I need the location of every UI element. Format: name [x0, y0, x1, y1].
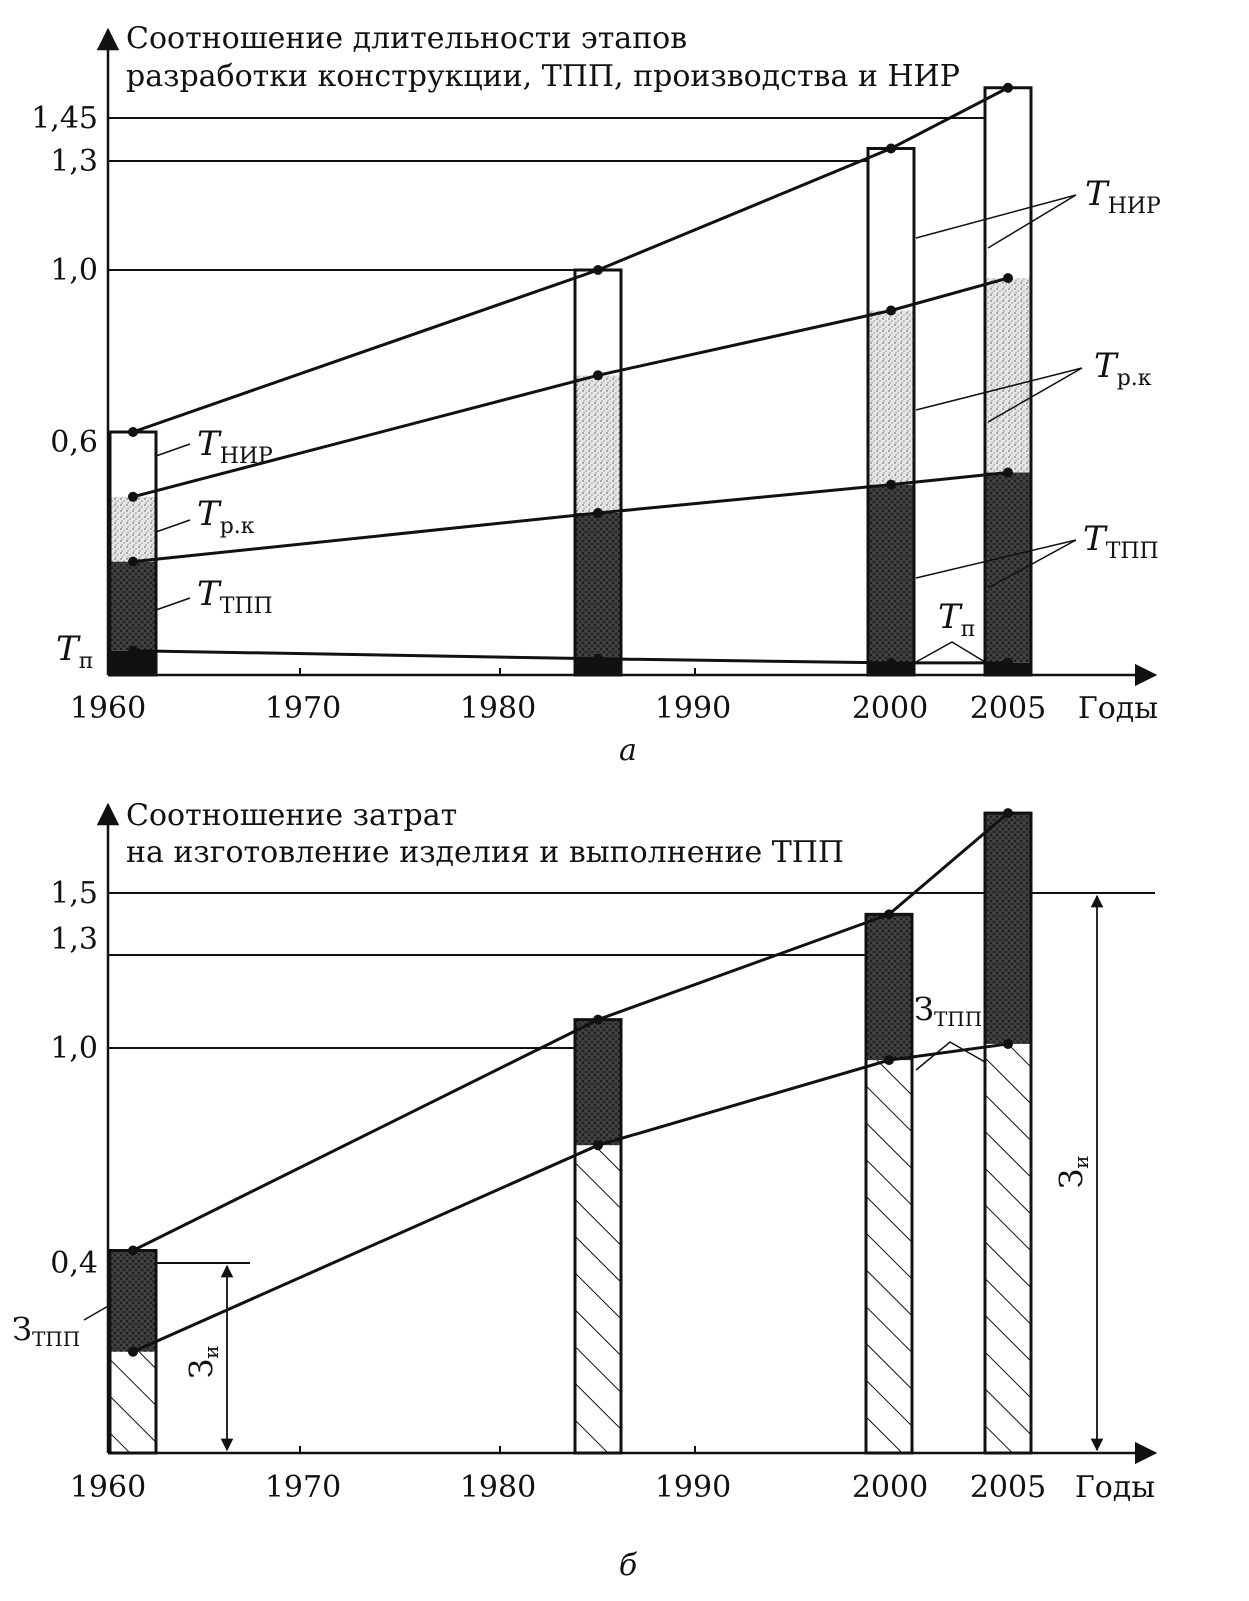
chart-b-dimension-zi-left [182, 1266, 227, 1450]
chart-a-tp-right-sub: п [960, 617, 976, 642]
chart-b-label-ztpp-left [12, 1305, 110, 1351]
svg-text:ЗТПП [914, 990, 982, 1031]
chart-a-bar-2000-seg-2 [868, 311, 914, 485]
chart-a-bar-2000-seg-1 [868, 485, 914, 663]
chart-b-ytick-1-0: 1,0 [50, 1031, 98, 1066]
chart-b-title-line-2: на изготовление изделия и выполнение ТПП [126, 835, 845, 870]
chart-a-point-0-1985 [593, 654, 603, 664]
chart-b-xtick-1980: 1980 [459, 1470, 537, 1505]
chart-a-bar-1985-seg-1 [575, 513, 621, 659]
chart-a-ytick-1-45: 1,45 [31, 101, 98, 136]
chart-a-label-tp-left [56, 629, 93, 674]
svg-text:TНИР [1085, 174, 1161, 219]
chart-a-label-ttpp-right [916, 519, 1159, 588]
chart-b-xlabel: Годы [1074, 1470, 1156, 1505]
chart-a-point-1-2000 [886, 480, 896, 490]
chart-b-zi-right-sub: и [1069, 1155, 1093, 1169]
chart-b-bar-1960-seg-0 [110, 1352, 156, 1453]
chart-b-leader-ztpp-left [84, 1305, 110, 1320]
chart-b-ytick-1-3: 1,3 [50, 922, 98, 957]
chart-b-bar-2000-seg-1 [866, 914, 912, 1060]
chart-a-point-0-2005 [1003, 658, 1013, 668]
chart-b-xtick-1970: 1970 [264, 1470, 342, 1505]
chart-a-label-trk-left [156, 494, 255, 539]
chart-a-tnir-right-sub: НИР [1107, 194, 1161, 219]
chart-a-bar-1985-seg-2 [575, 375, 621, 513]
chart-b-bar-1985-seg-1 [575, 1020, 621, 1146]
chart-b-point-1-1985 [593, 1015, 603, 1025]
chart-b-bars [110, 813, 1031, 1453]
chart-b-bar-2005-seg-1 [985, 813, 1031, 1044]
chart-a-xtick-1990: 1990 [654, 691, 732, 726]
chart-a-tnir-left-sub: НИР [219, 444, 273, 469]
chart-a-bar-1960-seg-3 [110, 432, 156, 497]
svg-text:ЗТПП [12, 1310, 80, 1351]
chart-a-leader-tnir-left [156, 444, 190, 456]
chart-a-tnir-right-main: T [1085, 174, 1108, 214]
chart-a-title-line-2: разработки конструкции, ТПП, производства и НИР [126, 59, 960, 94]
chart-a-xtick-1980: 1980 [459, 691, 537, 726]
chart-a-xlabel: Годы [1077, 691, 1159, 726]
svg-text:Зи [1052, 1155, 1093, 1188]
chart-b-ztpp-right-main: З [914, 990, 934, 1028]
chart-a-subtitle: а [619, 733, 637, 768]
svg-text:Зи [182, 1345, 223, 1378]
chart-a-tp-left-sub: п [78, 649, 94, 674]
chart-a-point-3-2005 [1003, 83, 1013, 93]
chart-b-point-1-2000 [884, 909, 894, 919]
chart-b-xtick-2000: 2000 [851, 1470, 929, 1505]
chart-b-title-line-1: Соотношение затрат [126, 798, 458, 833]
chart-a-bar-1960-seg-1 [110, 562, 156, 651]
chart-a-ytick-1-0: 1,0 [50, 253, 98, 288]
chart-a-ytick-1-3: 1,3 [50, 144, 98, 179]
chart-a-xtick-2000: 2000 [851, 691, 929, 726]
chart-a-label-trk-right [916, 346, 1152, 422]
chart-b-zi-left-sub: и [199, 1345, 223, 1359]
chart-a-point-1-1985 [593, 508, 603, 518]
svg-text:TТПП [197, 574, 273, 619]
chart-a-ttpp-right-main: T [1083, 519, 1106, 559]
chart-a-ttpp-left-sub: ТПП [219, 594, 273, 619]
chart-a-tp-left-main: T [56, 629, 79, 669]
chart-b-zi-right-main: З [1052, 1168, 1090, 1189]
chart-b [12, 798, 1155, 1583]
chart-b-point-0-1960 [128, 1347, 138, 1357]
svg-text:Tр.к [1094, 346, 1152, 391]
chart-b-ztpp-left-main: З [12, 1310, 32, 1348]
chart-a-point-3-2000 [886, 144, 896, 154]
chart-a-title-line-1: Соотношение длительности этапов [126, 21, 688, 56]
svg-text:Tп [938, 597, 975, 642]
chart-a-bar-1985-seg-3 [575, 270, 621, 375]
chart-a [31, 21, 1161, 768]
chart-b-xtick-1990: 1990 [654, 1470, 732, 1505]
chart-a-bar-2000-seg-3 [868, 149, 914, 311]
chart-a-leader-tp-right [916, 642, 985, 662]
chart-a-tp-right-main: T [938, 597, 961, 637]
chart-a-xtick-2005: 2005 [969, 691, 1047, 726]
chart-a-trk-right-sub: р.к [1116, 366, 1152, 391]
chart-a-label-tnir-right [916, 174, 1161, 248]
chart-b-dimension-zi-right [1052, 896, 1097, 1450]
chart-a-point-1-1960 [128, 557, 138, 567]
chart-a-leader-ttpp-left [156, 598, 190, 610]
chart-b-point-1-2005 [1003, 808, 1013, 818]
chart-b-point-0-2000 [884, 1055, 894, 1065]
chart-b-point-0-1985 [593, 1140, 603, 1150]
chart-a-xtick-1970: 1970 [264, 691, 342, 726]
chart-b-subtitle: б [618, 1548, 638, 1583]
chart-a-point-1-2005 [1003, 468, 1013, 478]
chart-b-ztpp-left-sub: ТПП [31, 1327, 81, 1351]
chart-a-label-tnir-left [156, 424, 273, 469]
chart-a-point-2-2000 [886, 306, 896, 316]
chart-a-ttpp-left-main: T [197, 574, 220, 614]
chart-a-bar-1960-seg-2 [110, 497, 156, 562]
chart-b-point-0-2005 [1003, 1039, 1013, 1049]
chart-b-ytick-0-4: 0,4 [50, 1246, 98, 1281]
chart-b-ytick-1-5: 1,5 [50, 876, 98, 911]
svg-text:TТПП [1083, 519, 1159, 564]
chart-a-xtick-1960: 1960 [69, 691, 147, 726]
chart-a-leader-trk-left [156, 520, 190, 532]
chart-b-bar-2000-seg-0 [866, 1060, 912, 1453]
chart-b-bar-1960-seg-1 [110, 1251, 156, 1352]
chart-a-ytick-0-6: 0,6 [50, 425, 98, 460]
chart-a-label-tp-right [916, 597, 985, 662]
chart-a-point-0-1960 [128, 646, 138, 656]
chart-b-label-ztpp-right [914, 990, 985, 1070]
chart-a-tnir-left-main: T [197, 424, 220, 464]
chart-a-point-2-2005 [1003, 273, 1013, 283]
chart-a-point-2-1985 [593, 370, 603, 380]
chart-b-ztpp-right-sub: ТПП [933, 1007, 983, 1031]
chart-a-trk-right-main: T [1094, 346, 1117, 386]
chart-a-trk-left-main: T [197, 494, 220, 534]
chart-a-point-0-2000 [886, 658, 896, 668]
svg-text:Tр.к [197, 494, 255, 539]
chart-a-bar-2005-seg-2 [985, 278, 1031, 472]
chart-b-point-1-1960 [128, 1246, 138, 1256]
chart-a-label-ttpp-left [156, 574, 273, 619]
chart-a-point-3-1960 [128, 427, 138, 437]
chart-a-trk-left-sub: р.к [219, 514, 255, 539]
chart-b-bar-1985-seg-0 [575, 1145, 621, 1453]
chart-b-bar-2005-seg-0 [985, 1044, 1031, 1453]
chart-a-bar-2005-seg-3 [985, 88, 1031, 278]
chart-b-xtick-1960: 1960 [69, 1470, 147, 1505]
svg-text:TНИР [197, 424, 273, 469]
chart-a-point-3-1985 [593, 265, 603, 275]
chart-b-xtick-2005: 2005 [969, 1470, 1047, 1505]
chart-a-ttpp-right-sub: ТПП [1105, 539, 1159, 564]
chart-b-zi-left-main: З [182, 1358, 220, 1379]
chart-a-point-2-1960 [128, 492, 138, 502]
